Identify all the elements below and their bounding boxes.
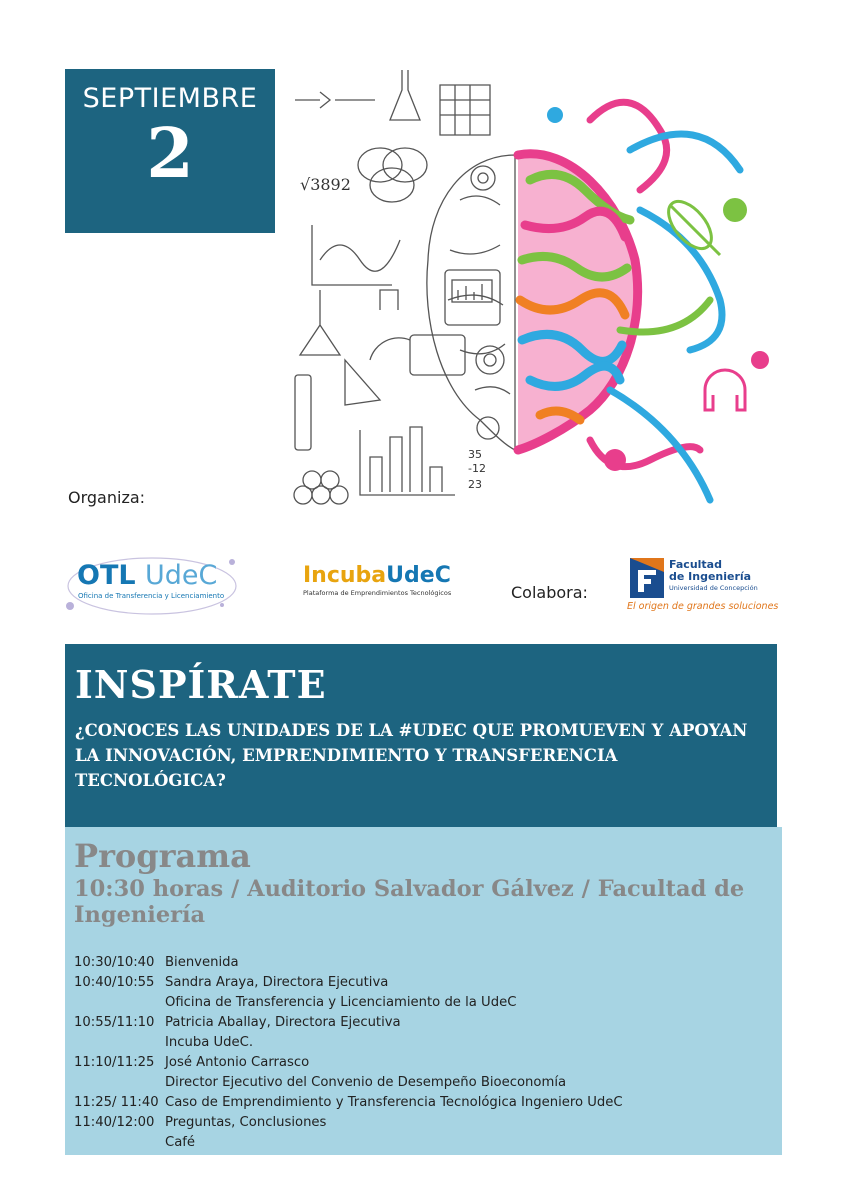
fi-logo-name: Facultad de Ingeniería <box>669 558 752 583</box>
svg-text:√3892: √3892 <box>300 175 351 194</box>
schedule-row <box>74 1093 623 1113</box>
schedule-row <box>74 1113 623 1133</box>
schedule-desc: Preguntas, Conclusiones <box>165 1115 327 1130</box>
schedule-row <box>74 973 623 993</box>
schedule-time <box>74 1033 165 1053</box>
schedule-time: 11:25/ 11:40 <box>74 1095 159 1110</box>
schedule-desc: Director Ejecutivo del Convenio de Desempeño Bioeconomía <box>165 1075 567 1090</box>
program-title: Programa <box>74 837 251 875</box>
schedule-time <box>74 1133 165 1153</box>
schedule-row <box>74 1133 623 1153</box>
svg-text:23: 23 <box>468 478 482 491</box>
schedule-time: 11:10/11:25 <box>74 1055 155 1070</box>
otl-logo-name: OTL UdeC <box>77 560 218 591</box>
facultad-ingenieria-logo <box>627 555 777 617</box>
schedule-row <box>74 993 623 1013</box>
schedule-desc: Patricia Aballay, Directora Ejecutiva <box>165 1015 401 1030</box>
date-box <box>65 69 275 233</box>
schedule-time <box>74 993 165 1013</box>
colabora-label: Colabora: <box>511 583 588 602</box>
otl-logo <box>62 550 242 620</box>
date-day: 2 <box>146 114 194 194</box>
schedule-desc: Caso de Emprendimiento y Transferencia Tecnológica Ingeniero UdeC <box>165 1095 623 1110</box>
program-section <box>65 827 782 1155</box>
schedule-time <box>74 1073 165 1093</box>
schedule-row <box>74 953 623 973</box>
svg-text:-12: -12 <box>468 462 486 475</box>
program-subtitle: 10:30 horas / Auditorio Salvador Gálvez / Facultad de Ingeniería <box>74 876 745 928</box>
schedule-desc: Bienvenida <box>165 955 239 970</box>
schedule-list <box>74 953 623 1153</box>
schedule-desc: Café <box>165 1135 196 1150</box>
fi-logo-university: Universidad de Concepción <box>669 584 758 592</box>
fi-logo-slogan: El origen de grandes soluciones <box>627 601 779 612</box>
schedule-row <box>74 1013 623 1033</box>
schedule-row <box>74 1033 623 1053</box>
banner-title: INSPÍRATE <box>75 662 327 707</box>
schedule-time: 11:40/12:00 <box>74 1115 155 1130</box>
svg-text:35: 35 <box>468 448 482 461</box>
schedule-desc: Oficina de Transferencia y Licenciamiento de la UdeC <box>165 995 517 1010</box>
schedule-time: 10:30/10:40 <box>74 955 155 970</box>
brain-illustration-icon <box>290 60 790 520</box>
schedule-desc: José Antonio Carrasco <box>165 1055 310 1070</box>
otl-logo-subtitle: Oficina de Transferencia y Licenciamiento <box>78 592 225 600</box>
schedule-row <box>74 1073 623 1093</box>
schedule-time: 10:40/10:55 <box>74 975 155 990</box>
schedule-desc: Sandra Araya, Directora Ejecutiva <box>165 975 389 990</box>
inspirate-banner <box>65 644 777 827</box>
date-month: SEPTIEMBRE <box>82 83 258 114</box>
incuba-logo-name: IncubaUdeC <box>303 563 451 588</box>
banner-subtitle: ¿CONOCES LAS UNIDADES DE LA #UDEC QUE PROMUEVEN Y APOYAN LA INNOVACIÓN, EMPRENDIMIENTO Y TRANSFERENCIA TECNOLÓGICA? <box>75 721 748 790</box>
schedule-desc: Incuba UdeC. <box>165 1035 254 1050</box>
incuba-logo <box>303 563 473 613</box>
facultad-ingenieria-mark-icon <box>630 558 664 598</box>
organiza-label: Organiza: <box>68 488 146 507</box>
schedule-row <box>74 1053 623 1073</box>
schedule-time: 10:55/11:10 <box>74 1015 155 1030</box>
incuba-logo-subtitle: Plataforma de Emprendimientos Tecnológicos <box>303 589 452 597</box>
